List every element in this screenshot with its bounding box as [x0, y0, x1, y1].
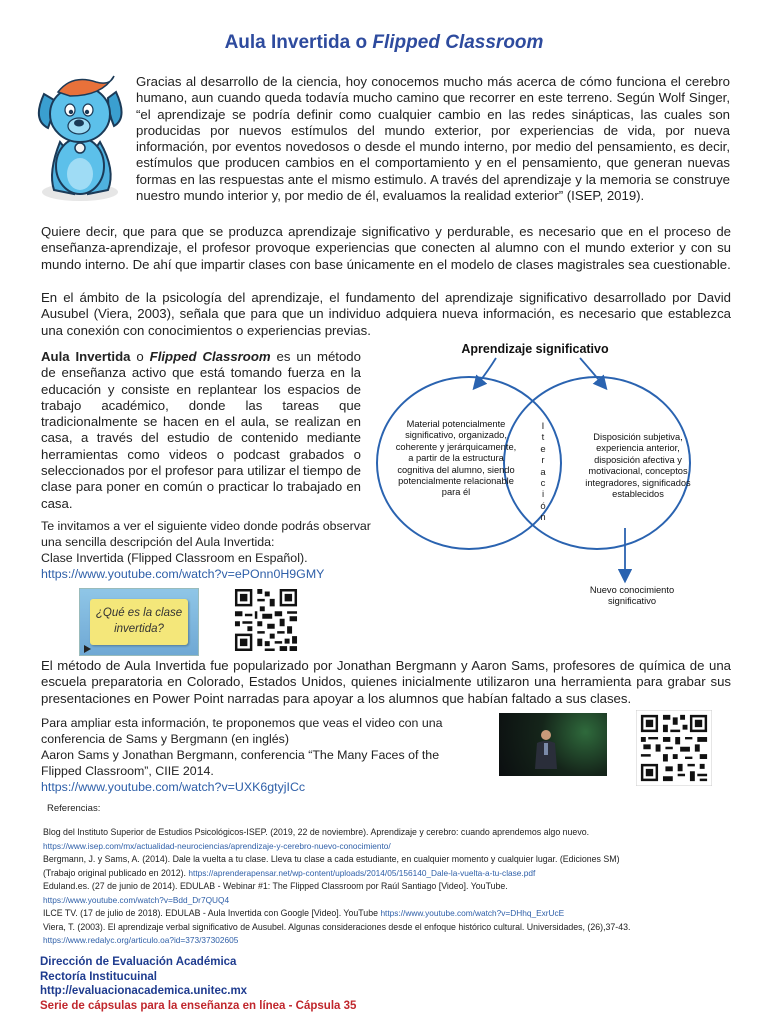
reference-link[interactable]: https://www.redalyc.org/articulo.oa?id=373/37302605 — [43, 935, 239, 945]
reference-text: Bergmann, J. y Sams, A. (2014). Dale la vuelta a tu clase. Lleva tu clase a cada estudiante, en cualquier momento y cualquier lugar. (Ediciones SM) — [43, 854, 620, 864]
video1-thumbnail[interactable] — [79, 588, 199, 656]
term-aula-invertida: Aula Invertida — [41, 349, 131, 364]
reference-item — [43, 921, 743, 935]
reference-link[interactable]: https://www.youtube.com/watch?v=DHhq_ExrUcE — [380, 908, 565, 918]
arrow-right — [580, 358, 604, 386]
reference-item — [43, 826, 743, 840]
intro-paragraph: Gracias al desarrollo de la ciencia, hoy conocemos mucho más acerca de cómo funciona el cerebro humano, aun cuando queda todavía mucho camino que recorrer en este terreno. Según Wolf Singer, “el aprendizaje se podría definir como cualquier cambio en las redes sinápticas, las cuales son producidas por nuevos estímulos del mundo exterior, por experiencias de vida, por nueva información, por eventos novedosos o desde el mundo interno, por medio del pensamiento, es decir, estímulos que producen cambios en el comportamiento y en el pensamiento, que generan nuevas formas en las respuestas ante el mismo estimulo. A través del aprendizaje y la memoria se construye nuestro mundo interior y, por medio de él, evaluamos la realidad exterior” (ISEP, 2019). — [136, 74, 730, 204]
paragraph-ausubel: En el ámbito de la psicología del aprendizaje, el fundamento del aprendizaje significativo desarrollado por David Ausubel (Viera, 2003), señala que para que un individuo adquiera nueva información, es necesario que establezca una conexión con conocimientos o experiencias previas. — [41, 290, 731, 338]
interaction-letter: I — [541, 421, 545, 432]
video1-thumb-text: ¿Qué es la clase invertida? — [90, 599, 188, 645]
qr-code-video2-icon[interactable] — [636, 710, 712, 786]
footer-website[interactable]: http://evaluacionacademica.unitec.mx — [40, 985, 248, 997]
reference-link[interactable]: https://www.isep.com/mx/actualidad-neurociencias/aprendizaje-y-cerebro-nuevo-conocimiento/ — [43, 840, 391, 851]
interaction-letter: r — [541, 455, 545, 467]
video1-link[interactable]: https://www.youtube.com/watch?v=ePOnn0H9GMY — [41, 567, 325, 581]
venn-center-interaction — [538, 421, 548, 524]
video1-block — [41, 518, 371, 582]
interaction-letter: a — [540, 466, 546, 478]
video2-thumbnail[interactable] — [499, 713, 607, 776]
video2-invite: Para ampliar esta información, te proponemos que veas el video con una conferencia de Sams y Bergmann (en inglés) — [41, 716, 443, 746]
page-title — [0, 32, 768, 54]
video1-title: Clase Invertida (Flipped Classroom en Español). — [41, 551, 308, 565]
interaction-letter: c — [540, 478, 546, 490]
venn-left-text: Material potencialmente significativo, organizado, coherente y jerárquicamente, a partir de la estructura cognitiva del alumno, siendo potencialmente relacionable para él — [395, 419, 517, 498]
footer — [40, 955, 356, 1013]
venn-result-text: Nuevo conocimiento significativo — [589, 585, 675, 607]
reference-link[interactable]: https://www.youtube.com/watch?v=Bdd_Dr7QUQ4 — [43, 894, 230, 905]
qr-code-video1-icon[interactable] — [230, 584, 302, 656]
term-connector: o — [130, 349, 150, 364]
interaction-letter: t — [541, 432, 545, 444]
play-icon — [84, 645, 91, 653]
paragraph-meaningful-learning: Quiere decir, que para que se produzca aprendizaje significativo y perdurable, es necesario que en el proceso de enseñanza-aprendizaje, el profesor provoque experiencias que conecten al alumno con el mundo exterior y con su mundo interno. De ahí que impartir clases con base únicamente en el modelo de clases magistrales sea cuestionable. — [41, 224, 731, 272]
dog-mascot-illustration — [30, 62, 130, 204]
speaker-figure-icon — [499, 713, 607, 776]
reference-item — [43, 907, 743, 921]
reference-text: (Trabajo original publicado en 2012). — [43, 867, 189, 878]
references-heading: Referencias: — [47, 803, 101, 814]
footer-department: Dirección de Evaluación Académica — [40, 956, 237, 968]
footer-series: Serie de cápsulas para la enseñanza en línea - Cápsula 35 — [40, 999, 357, 1012]
reference-link[interactable]: https://aprenderapensar.net/wp-content/uploads/2014/05/156140_Dale-la-vuelta-a-tu-clase.pdf — [188, 867, 536, 878]
reference-item — [43, 853, 743, 867]
reference-text: Viera, T. (2003). El aprendizaje verbal significativo de Ausubel. Algunas consideraciones desde el enfoque histórico cultural. Universidades, (26),37-43. — [43, 921, 631, 932]
venn-right-text: Disposición subjetiva, experiencia anterior, disposición afectiva y motivacional, conceptos integradores, significados establecidos — [585, 432, 691, 500]
title-main: Aula Invertida o — [224, 32, 373, 53]
references-list — [43, 826, 743, 948]
reference-item — [43, 880, 743, 894]
interaction-letter: e — [540, 443, 546, 455]
interaction-letter: i — [541, 489, 545, 501]
reference-item — [43, 867, 743, 881]
reference-text: ILCE TV. (17 de julio de 2018). EDULAB - Aula Invertida con Google [Video]. YouTube — [43, 908, 381, 918]
video1-invite: Te invitamos a ver el siguiente video donde podrás observar una sencilla descripción del Aula Invertida: — [41, 519, 371, 549]
reference-text: Eduland.es. (27 de junio de 2014). EDULAB - Webinar #1: The Flipped Classroom por Raúl Santiago [Video]. YouTube. — [43, 881, 508, 891]
arrow-left — [476, 358, 496, 386]
title-italic: Flipped Classroom — [372, 32, 544, 53]
video2-block — [41, 715, 481, 795]
interaction-letter: ó — [540, 500, 546, 512]
video2-link[interactable]: https://www.youtube.com/watch?v=UXK6gtyjICc — [41, 780, 306, 794]
flipped-classroom-description — [41, 349, 361, 512]
reference-text: Blog del Instituto Superior de Estudios Psicológicos-ISEP. (2019, 22 de noviembre). Aprendizaje y cerebro: cuando aprendemos algo nuevo. — [43, 827, 590, 837]
diagram-title: Aprendizaje significativo — [461, 342, 609, 356]
flipped-body: es un método de enseñanza activo que está tomando fuerza en la educación y consiste en replantear los espacios de trabajo académico, donde las tareas que tradicionalmente se hacen en el aula, se realizan en casa, a través del estudio de contenido mediante herramientas como videos o podcast grabados o seleccionados por el profesor para utilizar el tiempo de clase para poner en común o practicar lo trabajado en casa. — [41, 349, 361, 511]
footer-rectory: Rectoría Institucuinal — [40, 970, 157, 983]
interaction-letter: n — [540, 512, 546, 524]
paragraph-bergmann-sams: El método de Aula Invertida fue popularizado por Jonathan Bergmann y Aaron Sams, profesores de química de una escuela preparatoria en Colorado, Estados Unidos, quienes inicialmente utilizaron una herramienta para grabar sus presentaciones en Power Point narradas para apoyar a los alumnos que habían faltado a sus clases. — [41, 658, 731, 706]
video2-title: Aaron Sams y Jonathan Bergmann, conferencia “The Many Faces of the Flipped Classroom”, CIIE 2014. — [41, 748, 440, 778]
term-flipped-classroom: Flipped Classroom — [149, 349, 271, 364]
